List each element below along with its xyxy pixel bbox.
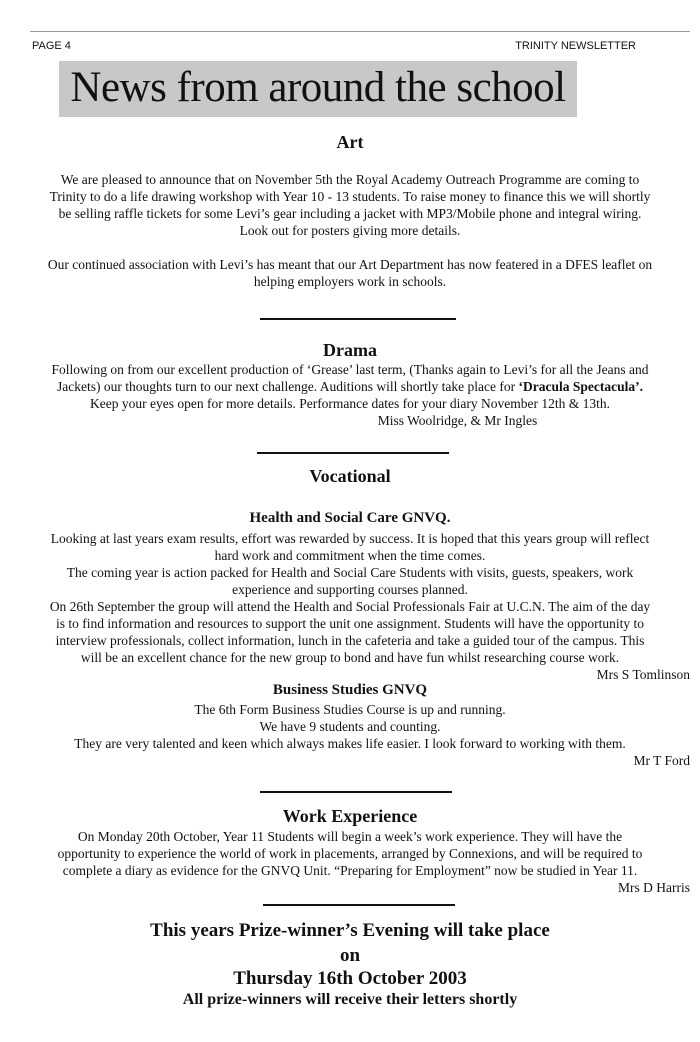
drama-line-text: Jackets) our thoughts turn to our next challenge. Auditions will shortly take place for xyxy=(56,379,519,394)
art-line: be selling raffle tickets for some Levi’s gear including a jacket with MP3/Mobile phone and integral wiring. xyxy=(58,206,642,221)
hsc-line: interview professionals, collect information, lunch in the cafeteria and take a guided tour of the campus. This xyxy=(55,633,645,648)
art-line: Our continued association with Levi’s has meant that our Art Department has now featered in a DFES leaflet on xyxy=(47,257,653,272)
work-signature: Mrs D Harris xyxy=(618,880,690,895)
art-heading: Art xyxy=(336,132,364,152)
art-line: We are pleased to announce that on November 5th the Royal Academy Outreach Programme are coming to xyxy=(60,172,640,187)
prize-date-line: Thursday 16th October 2003 xyxy=(233,968,467,989)
work-line: opportunity to experience the world of work in placements, arranged by Connexions, and will be required to xyxy=(57,846,643,861)
hsc-line: On 26th September the group will attend the Health and Social Professionals Fair at U.C.N. The aim of the day xyxy=(49,599,651,614)
drama-line: Following on from our excellent production of ‘Grease’ last term, (Thanks again to Levi’s for all the Jeans and xyxy=(51,362,649,377)
hsc-signature: Mrs S Tomlinson xyxy=(596,667,690,682)
section-divider xyxy=(260,318,456,320)
hsc-line: is to find information and resources to support the unit one assignment. Students will have the opportunity to xyxy=(56,616,644,631)
section-divider xyxy=(260,791,452,793)
work-line: On Monday 20th October, Year 11 Students will begin a week’s work experience. They will have the xyxy=(77,829,623,844)
hsc-line: hard work and commitment when the time comes. xyxy=(214,548,486,563)
work-experience-heading: Work Experience xyxy=(282,806,418,826)
newsletter-name: TRINITY NEWSLETTER xyxy=(515,40,636,52)
prize-evening-line: This years Prize-winner’s Evening will take place xyxy=(150,920,550,941)
art-paragraph-1 xyxy=(30,171,670,239)
art-line: Look out for posters giving more details. xyxy=(239,223,461,238)
work-line: complete a diary as evidence for the GNVQ Unit. “Preparing for Employment” now be studied in Year 11. xyxy=(62,863,638,878)
art-line: Trinity to do a life drawing workshop with Year 10 - 13 students. To raise money to finance this we will shortly xyxy=(49,189,651,204)
art-paragraph-2 xyxy=(30,256,670,290)
prize-on-line: on xyxy=(339,945,361,966)
hsc-line: Looking at last years exam results, effort was rewarded by success. It is hoped that this years group will reflect xyxy=(50,531,650,546)
business-paragraph xyxy=(30,701,690,769)
top-rule xyxy=(30,31,690,32)
title-banner xyxy=(59,61,577,117)
business-line: We have 9 students and counting. xyxy=(259,719,441,734)
hsc-paragraph xyxy=(30,530,690,683)
section-divider xyxy=(263,904,455,906)
business-signature: Mr T Ford xyxy=(633,753,690,768)
hsc-line: will be an excellent chance for the new group to bond and have fun whilst researching course work. xyxy=(80,650,620,665)
hsc-line: The coming year is action packed for Health and Social Care Students with visits, guests, speakers, work xyxy=(66,565,634,580)
art-line: helping employers work in schools. xyxy=(253,274,447,289)
hsc-line: experience and supporting courses planned. xyxy=(232,582,468,597)
vocational-heading: Vocational xyxy=(309,466,391,486)
work-experience-paragraph xyxy=(30,828,690,896)
banner-title: News from around the school xyxy=(70,64,566,111)
business-line: The 6th Form Business Studies Course is up and running. xyxy=(194,702,506,717)
drama-paragraph xyxy=(30,361,670,429)
drama-heading: Drama xyxy=(323,340,377,360)
business-heading: Business Studies GNVQ xyxy=(272,682,428,698)
prize-letters-line: All prize-winners will receive their letters shortly xyxy=(182,991,518,1008)
hsc-heading: Health and Social Care GNVQ. xyxy=(249,510,451,526)
business-line: They are very talented and keen which always makes life easier. I look forward to working with them. xyxy=(74,736,626,751)
production-name: ‘Dracula Spectacula’. xyxy=(518,379,643,394)
drama-line xyxy=(30,378,670,395)
drama-line: Keep your eyes open for more details. Performance dates for your diary November 12th & 13th. xyxy=(90,396,610,411)
page-number: PAGE 4 xyxy=(32,40,71,52)
drama-signature: Miss Woolridge, & Mr Ingles xyxy=(377,413,538,428)
section-divider xyxy=(257,452,449,454)
